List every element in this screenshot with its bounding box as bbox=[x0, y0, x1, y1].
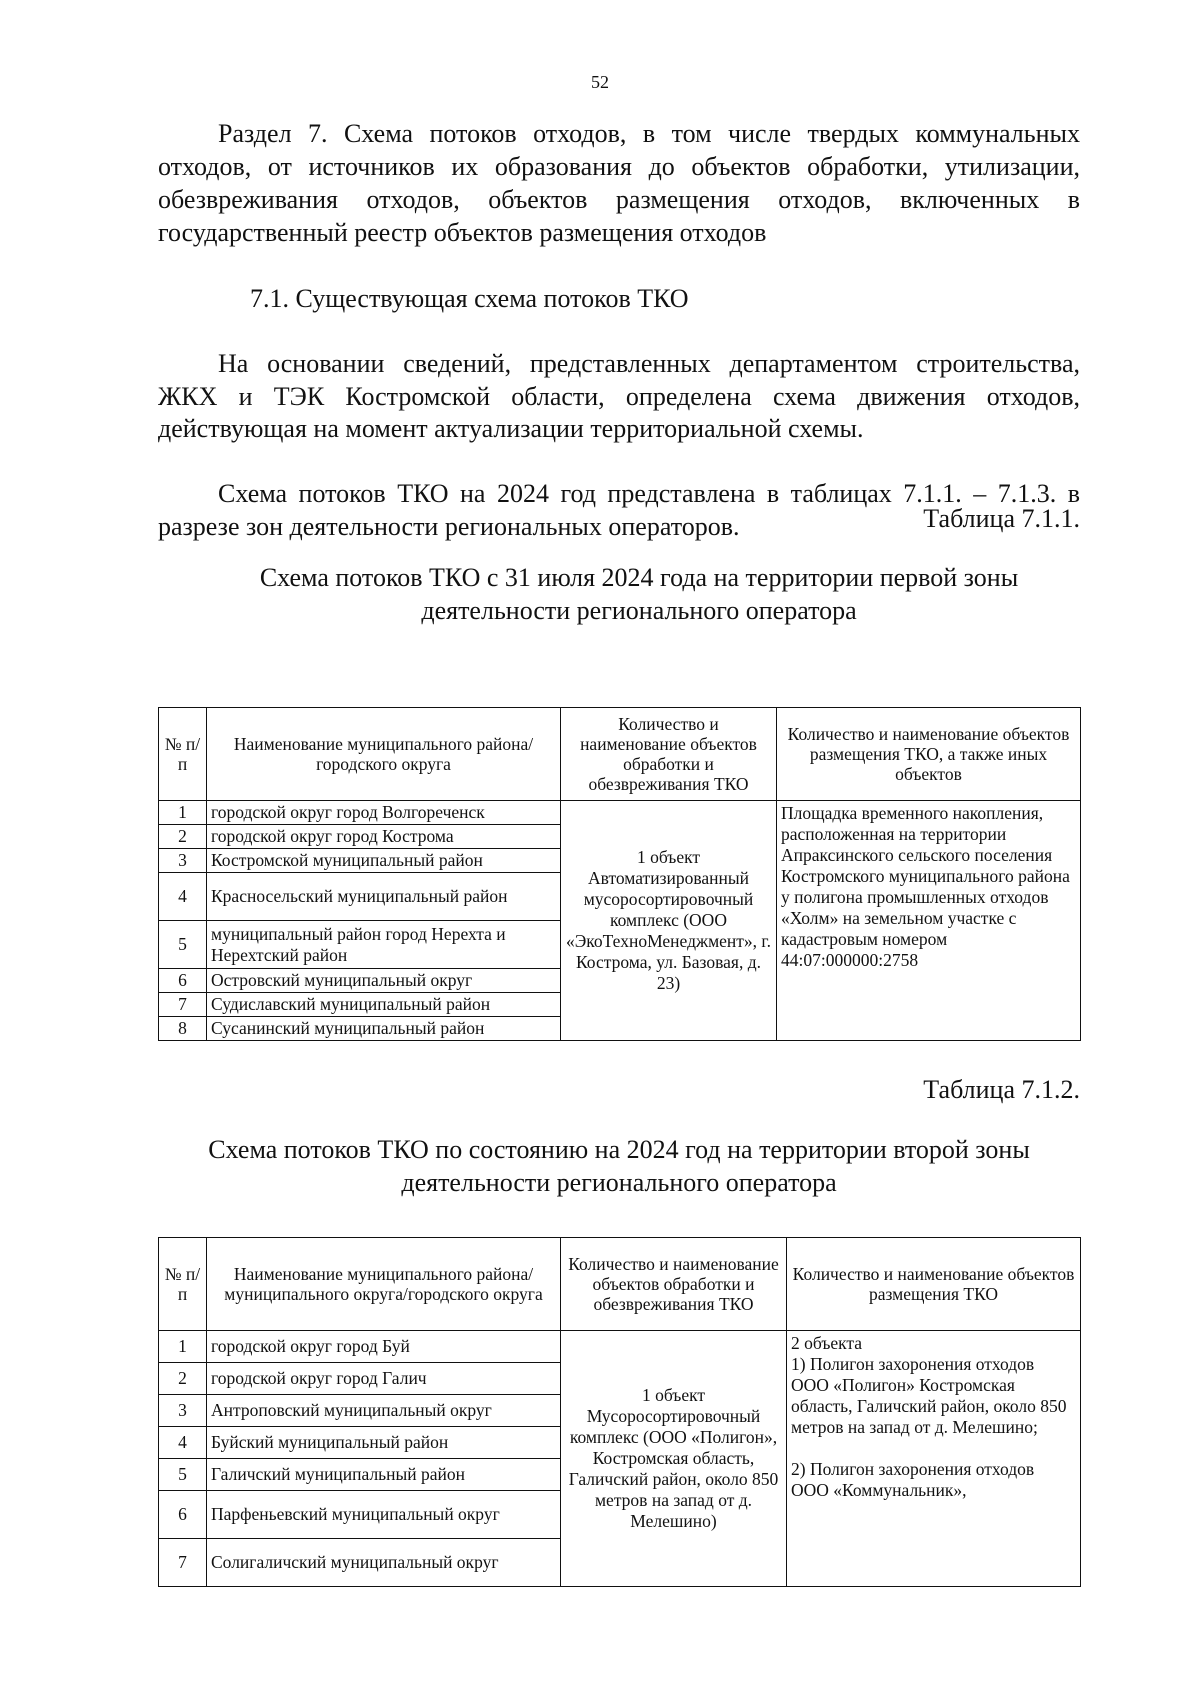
municipality-name: Судиславский муниципальный район bbox=[207, 993, 561, 1017]
table1-title: Схема потоков ТКО с 31 июля 2024 года на территории первой зоны деятельности регионального оператора bbox=[259, 563, 1019, 625]
table2 bbox=[158, 1237, 1081, 1587]
table2-header-processing: Количество и наименование объектов обработки и обезвреживания ТКО bbox=[561, 1238, 787, 1331]
table2-header-name: Наименование муниципального района/ муниципального округа/городского округа bbox=[207, 1238, 561, 1331]
row-number: 8 bbox=[159, 1017, 207, 1041]
row-number: 5 bbox=[159, 1459, 207, 1491]
row-number: 6 bbox=[159, 969, 207, 993]
municipality-name: городской округ город Галич bbox=[207, 1363, 561, 1395]
table2-title: Схема потоков ТКО по состоянию на 2024 год на территории второй зоны деятельности регионального оператора bbox=[208, 1135, 1030, 1197]
row-number: 6 bbox=[159, 1491, 207, 1539]
municipality-name: городской округ город Кострома bbox=[207, 825, 561, 849]
municipality-name: муниципальный район город Нерехта и Нерехтский район bbox=[207, 921, 561, 969]
page-number: 52 bbox=[591, 72, 609, 92]
municipality-name: Костромской муниципальный район bbox=[207, 849, 561, 873]
tables-reference-paragraph: Схема потоков ТКО на 2024 год представлена в таблицах 7.1.1. – 7.1.3. в разрезе зон деятельности региональных операторов. bbox=[158, 479, 1080, 541]
municipality-name: Красносельский муниципальный район bbox=[207, 873, 561, 921]
row-number: 7 bbox=[159, 1539, 207, 1587]
table1-label: Таблица 7.1.1. bbox=[923, 504, 1080, 533]
row-number: 5 bbox=[159, 921, 207, 969]
table1-header-num: № п/п bbox=[159, 708, 207, 801]
municipality-name: городской округ город Буй bbox=[207, 1331, 561, 1363]
table-row bbox=[159, 801, 1081, 825]
row-number: 2 bbox=[159, 825, 207, 849]
row-number: 4 bbox=[159, 1427, 207, 1459]
table1-header-placement: Количество и наименование объектов размещения ТКО, а также иных объектов bbox=[777, 708, 1081, 801]
municipality-name: Парфеньевский муниципальный округ bbox=[207, 1491, 561, 1539]
municipality-name: городской округ город Волгореченск bbox=[207, 801, 561, 825]
row-number: 7 bbox=[159, 993, 207, 1017]
table1-header-processing: Количество и наименование объектов обработки и обезвреживания ТКО bbox=[561, 708, 777, 801]
municipality-name: Сусанинский муниципальный район bbox=[207, 1017, 561, 1041]
row-number: 3 bbox=[159, 849, 207, 873]
municipality-name: Солигаличский муниципальный округ bbox=[207, 1539, 561, 1587]
subsection-title: 7.1. Существующая схема потоков ТКО bbox=[250, 284, 689, 313]
table-row bbox=[159, 1331, 1081, 1363]
row-number: 2 bbox=[159, 1363, 207, 1395]
table1 bbox=[158, 707, 1081, 1041]
section-title: Раздел 7. Схема потоков отходов, в том числе твердых коммунальных отходов, от источников их образования до объектов обработки, утилизации, обезвреживания отходов, объектов размещения отходов, включенных в государственный реестр объектов размещения отходов bbox=[158, 119, 1080, 247]
processing-facility: 1 объект Автоматизированный мусоросортировочный комплекс (ООО «ЭкоТехноМенеджмент», г. Кострома, ул. Базовая, д. 23) bbox=[561, 801, 777, 1041]
intro-paragraph: На основании сведений, представленных департаментом строительства, ЖКХ и ТЭК Костромской области, определена схема движения отходов, действующая на момент актуализации территориальной схемы. bbox=[158, 349, 1080, 443]
row-number: 4 bbox=[159, 873, 207, 921]
municipality-name: Антроповский муниципальный округ bbox=[207, 1395, 561, 1427]
table2-label: Таблица 7.1.2. bbox=[923, 1075, 1080, 1104]
placement-facility: 2 объекта 1) Полигон захоронения отходов ООО «Полигон» Костромская область, Галичский район, около 850 метров на запад от д. Мелешино; 2) Полигон захоронения отходов ООО «Коммунальник», bbox=[787, 1331, 1081, 1587]
row-number: 3 bbox=[159, 1395, 207, 1427]
processing-facility: 1 объект Мусоросортировочный комплекс (ООО «Полигон», Костромская область, Галичский район, около 850 метров на запад от д. Мелешино) bbox=[561, 1331, 787, 1587]
municipality-name: Галичский муниципальный район bbox=[207, 1459, 561, 1491]
placement-facility: Площадка временного накопления, расположенная на территории Апраксинского сельского поселения Костромского муниципального района у полигона промышленных отходов «Холм» на земельном участке с кадастровым номером 44:07:000000:2758 bbox=[777, 801, 1081, 1041]
row-number: 1 bbox=[159, 1331, 207, 1363]
municipality-name: Островский муниципальный округ bbox=[207, 969, 561, 993]
table2-header-placement: Количество и наименование объектов размещения ТКО bbox=[787, 1238, 1081, 1331]
table1-header-name: Наименование муниципального района/ городского округа bbox=[207, 708, 561, 801]
row-number: 1 bbox=[159, 801, 207, 825]
table2-header-num: № п/п bbox=[159, 1238, 207, 1331]
municipality-name: Буйский муниципальный район bbox=[207, 1427, 561, 1459]
